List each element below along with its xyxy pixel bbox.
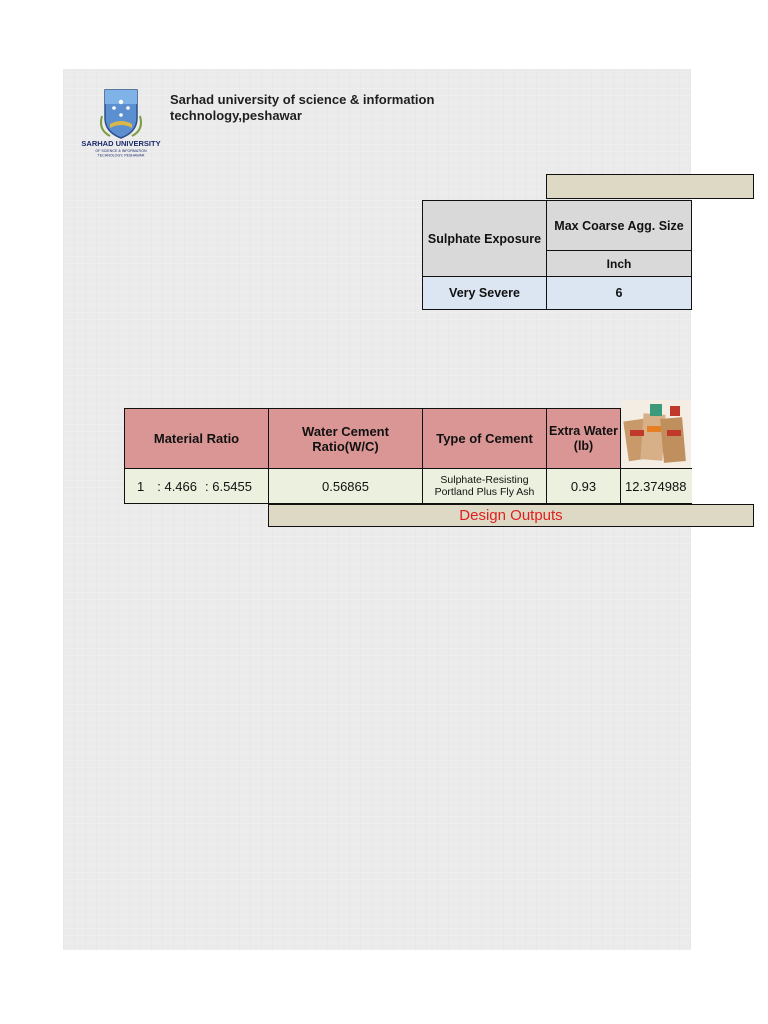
wc-ratio-header: Water Cement Ratio(W/C) (268, 408, 423, 469)
logo-title: SARHAD UNIVERSITY (81, 139, 161, 148)
input-header-strip (546, 174, 754, 199)
extra-computed-value: 12.374988 (620, 468, 692, 504)
extra-water-value: 0.93 (546, 468, 621, 504)
cement-type-value: Sulphate-Resisting Portland Plus Fly Ash (422, 468, 547, 504)
sulphate-exposure-value[interactable]: Very Severe (422, 276, 547, 310)
university-logo (80, 86, 162, 160)
max-coarse-agg-unit: Inch (546, 250, 692, 277)
max-coarse-agg-value[interactable]: 6 (546, 276, 692, 310)
design-outputs-label: Design Outputs (268, 504, 754, 527)
extra-water-header: Extra Water (lb) (546, 408, 621, 469)
material-ratio-value: 1 : 4.466 : 6.5455 (124, 468, 269, 504)
sulphate-exposure-header: Sulphate Exposure (422, 200, 547, 277)
logo-subtitle-1: OF SCIENCE & INFORMATION (95, 149, 147, 153)
university-name: Sarhad university of science & information technology,peshawar (170, 92, 435, 123)
max-coarse-agg-header: Max Coarse Agg. Size (546, 200, 692, 251)
cement-type-header: Type of Cement (422, 408, 547, 469)
wc-ratio-value: 0.56865 (268, 468, 423, 504)
material-ratio-header: Material Ratio (124, 408, 269, 469)
cement-bags-image (622, 400, 691, 468)
logo-subtitle-2: TECHNOLOGY, PESHAWAR (97, 153, 145, 158)
